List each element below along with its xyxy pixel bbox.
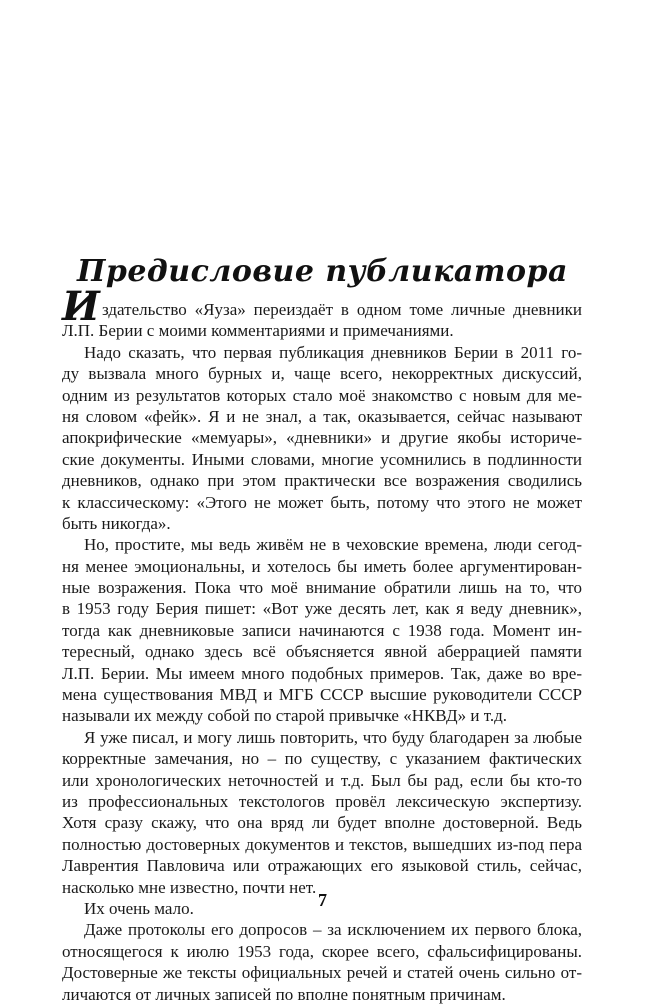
page-title: Предисловие публикатора	[77, 254, 568, 289]
text-line: ня словом «фейк». Я и не знал, а так, оказывается, сейчас называют	[62, 406, 582, 426]
text-line: ня менее эмоциональны, и хотелось бы иметь более аргументирован-	[62, 556, 582, 576]
drop-cap: И	[62, 283, 100, 330]
text-line: ду вызвала много бурных и, чаще всего, некорректных дискуссий,	[62, 364, 582, 384]
text-line: ские документы. Иными словами, многие усомнились в подлинности	[62, 449, 582, 469]
text-line: Но, простите, мы ведь живём не в чеховские времена, люди сегод-	[84, 535, 582, 555]
text-line: личаются от личных записей по вполне понятным причинам.	[62, 984, 506, 1004]
text-line: тогда как дневниковые записи начинаются с 1938 года. Момент ин-	[62, 620, 582, 640]
text-line: Л.П. Берии. Мы имеем много подобных примеров. Так, даже во вре-	[62, 663, 582, 683]
text-line: ные возражения. Пока что моё внимание обратили лишь на то, что	[62, 578, 582, 598]
text-line: к классическому: «Этого не может быть, потому что этого не может	[62, 492, 582, 512]
text-line: Надо сказать, что первая публикация дневников Берии в 2011 го-	[84, 342, 582, 362]
text-line: или хронологических неточностей и т.д. Был бы рад, если бы кто-то	[62, 770, 582, 790]
text-line: Их очень мало.	[84, 898, 194, 918]
text-line: Я уже писал, и могу лишь повторить, что буду благодарен за любые	[84, 727, 582, 747]
text-line: тересный, однако здесь всё объясняется явной аберрацией памяти	[62, 642, 582, 662]
text-line: апокрифические «мемуары», «дневники» и другие якобы историче-	[62, 428, 582, 448]
text-line: Даже протоколы его допросов – за исключением их первого блока,	[84, 920, 582, 940]
text-line: полностью достоверных документов и текстов, вышедших из-под пера	[62, 834, 582, 854]
text-line: дневников, однако при этом практически все возражения сводились	[62, 471, 582, 491]
text-line: насколько мне известно, почти нет.	[62, 877, 317, 897]
text-line: относящегося к июлю 1953 года, скорее всего, сфальсифицированы.	[62, 941, 582, 961]
text-line: одним из результатов которых стало моё знакомство с новым для ме-	[62, 385, 582, 405]
text-line: в 1953 году Берия пишет: «Вот уже десять лет, как я веду дневник»,	[62, 599, 582, 619]
text-line: Л.П. Берии с моими комментариями и примечаниями.	[62, 321, 454, 341]
text-line: называли их между собой по старой привычке «НКВД» и т.д.	[62, 706, 507, 726]
text-line: Лаврентия Павловича или отражающих его языковой стиль, сейчас,	[62, 856, 582, 876]
text-line: мена существования МВД и МГБ СССР высшие руководители СССР	[62, 685, 582, 705]
text-line: И здательство «Яуза» переиздаёт в одном томе личные дневники	[62, 283, 582, 330]
text-line: Хотя сразу скажу, что она вряд ли будет вполне достоверной. Ведь	[62, 813, 582, 833]
text-line: из профессиональных текстологов провёл лексическую экспертизу.	[62, 791, 582, 811]
text-line: корректные замечания, но – по существу, с указанием фактических	[62, 749, 582, 769]
page-number: 7	[318, 890, 327, 910]
text-line: быть никогда».	[62, 513, 171, 533]
text-line: Достоверные же тексты официальных речей и статей очень сильно от-	[62, 963, 582, 983]
